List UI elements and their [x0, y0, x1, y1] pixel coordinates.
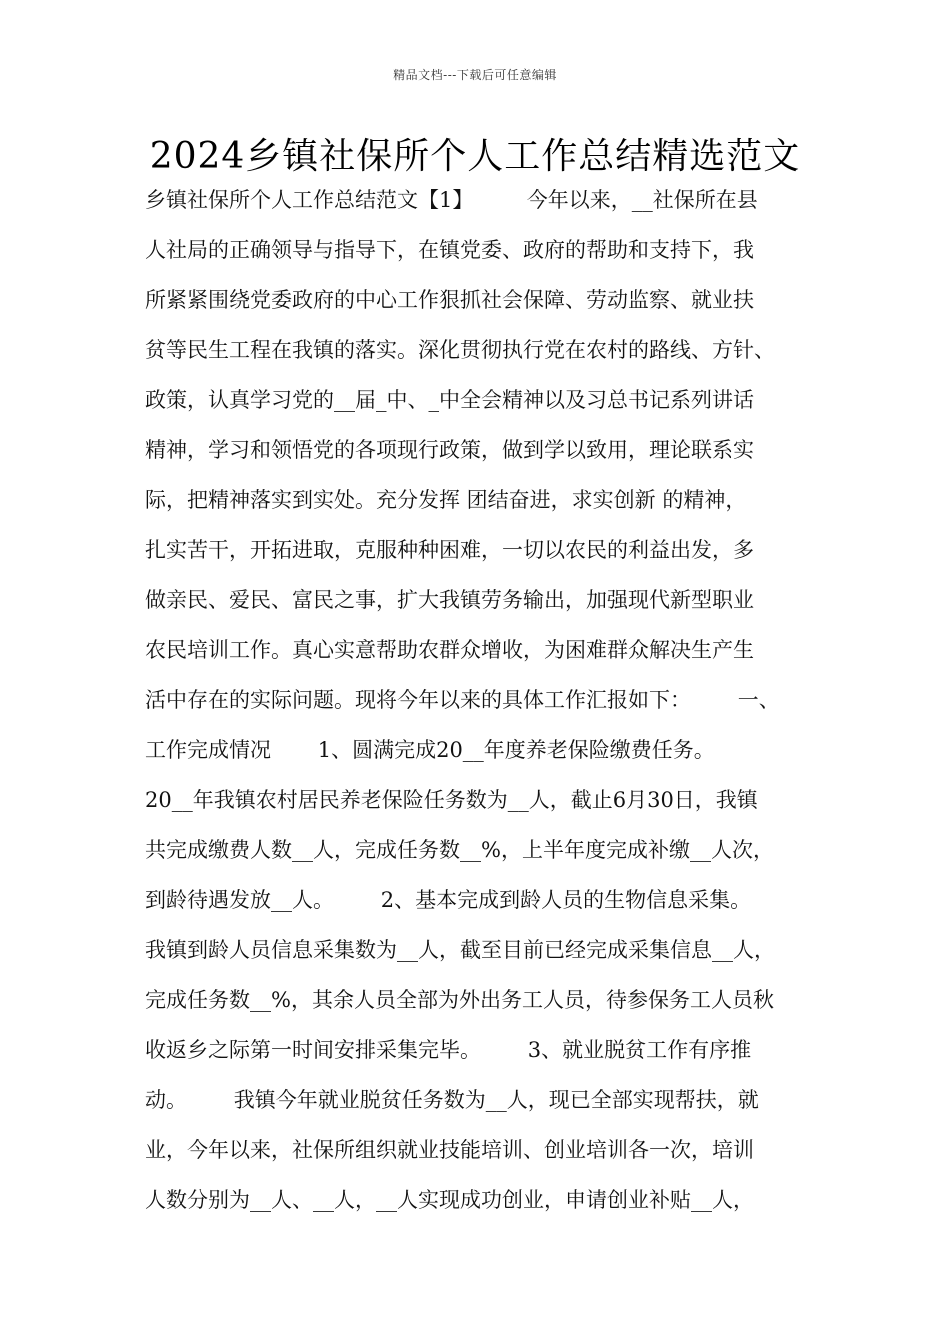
page-header-watermark: 精品文档---下载后可任意编辑 — [393, 68, 557, 82]
body-text-line: 人社局的正确领导与指导下，在镇党委、政府的帮助和支持下，我 — [145, 238, 754, 262]
body-text-line: 业，今年以来，社保所组织就业技能培训、创业培训各一次，培训 — [145, 1138, 754, 1162]
document-title: 2024乡镇社保所个人工作总结精选范文 — [149, 136, 801, 177]
body-text-line: 活中存在的实际问题。现将今年以来的具体工作汇报如下： 一、 — [145, 688, 780, 712]
body-text-line: 做亲民、爱民、富民之事，扩大我镇劳务输出，加强现代新型职业 — [145, 588, 754, 612]
body-text-line: 20__年我镇农村居民养老保险任务数为__人，截止6月30日，我镇 — [145, 788, 758, 812]
body-text-line: 际，把精神落实到实处。充分发挥 团结奋进，求实创新 的精神， — [145, 488, 747, 512]
body-text-line: 到龄待遇发放__人。 2、基本完成到龄人员的生物信息采集。 — [145, 888, 752, 912]
body-text-line: 收返乡之际第一时间安排采集完毕。 3、就业脱贫工作有序推 — [145, 1038, 752, 1062]
body-text-line: 共完成缴费人数__人，完成任务数__%，上半年度完成补缴__人次， — [145, 838, 774, 862]
body-text-line: 动。 我镇今年就业脱贫任务数为__人，现已全部实现帮扶，就 — [145, 1088, 759, 1112]
body-text-line: 工作完成情况 1、圆满完成20__年度养老保险缴费任务。 — [145, 738, 715, 762]
body-text-line: 农民培训工作。真心实意帮助农群众增收，为困难群众解决生产生 — [145, 638, 754, 662]
body-text-line: 政策，认真学习党的__届_中、_中全会精神以及习总书记系列讲话 — [145, 388, 754, 412]
body-text-line: 我镇到龄人员信息采集数为__人，截至目前已经完成采集信息__人， — [145, 938, 775, 962]
body-text-line: 扎实苦干，开拓进取，克服种种困难，一切以农民的利益出发，多 — [145, 538, 754, 562]
body-text-line: 人数分别为__人、__人，__人实现成功创业，申请创业补贴__人， — [145, 1188, 754, 1212]
body-text-line: 贫等民生工程在我镇的落实。深化贯彻执行党在农村的路线、方针、 — [145, 338, 775, 362]
document-body — [145, 180, 825, 1230]
body-text-line: 所紧紧围绕党委政府的中心工作狠抓社会保障、劳动监察、就业扶 — [145, 288, 754, 312]
body-text-line: 完成任务数__%，其余人员全部为外出务工人员，待参保务工人员秋 — [145, 988, 774, 1012]
body-text-line: 精神，学习和领悟党的各项现行政策，做到学以致用，理论联系实 — [145, 438, 754, 462]
body-text-line: 乡镇社保所个人工作总结范文【1】 今年以来，__社保所在县 — [145, 188, 758, 212]
